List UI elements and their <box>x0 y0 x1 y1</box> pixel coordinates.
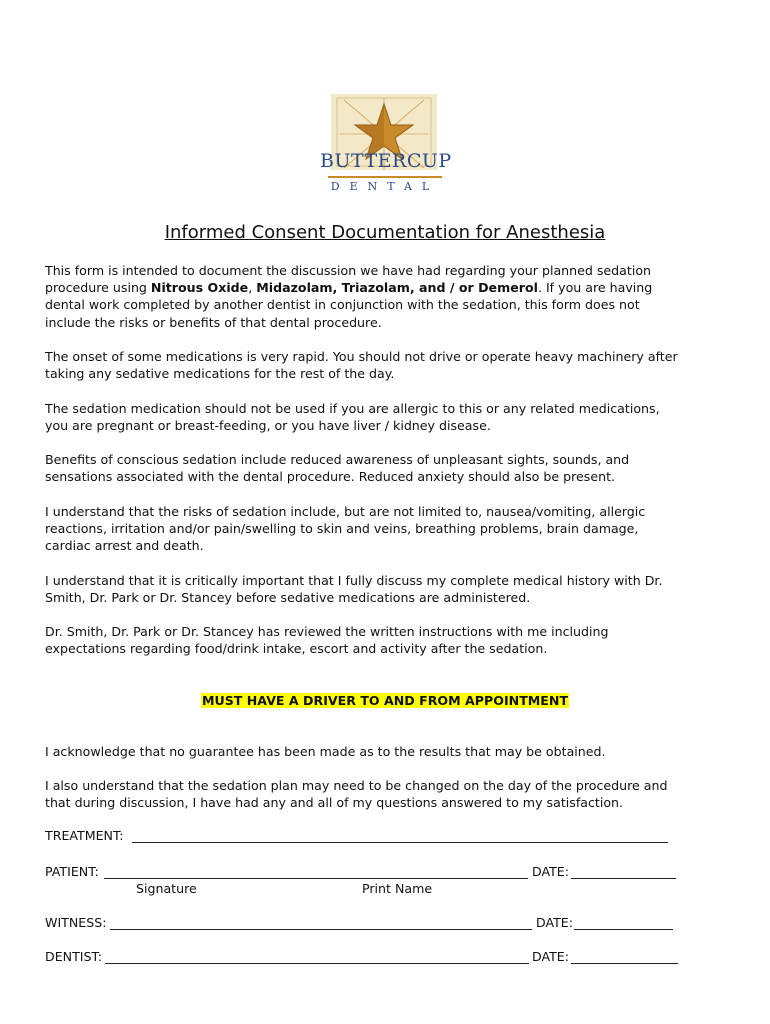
history-paragraph: I understand that it is critically important that I fully discuss my complete medical history with Dr. Smith, Dr. Park or Dr. Stancey before sedative medications are administered. <box>45 573 663 606</box>
guarantee-paragraph: I acknowledge that no guarantee has been made as to the results that may be obtained. <box>45 744 606 759</box>
intro-separator: , <box>248 280 257 296</box>
witness-label: WITNESS: <box>45 915 107 930</box>
risks-paragraph: I understand that the risks of sedation include, but are not limited to, nausea/vomiting, allergic reactions, irritation and/or pain/swelling to skin and veins, breathing problems, brain damage, cardiac arrest and death. <box>45 504 646 554</box>
dentist-line[interactable] <box>105 963 529 964</box>
dentist-date-label: DATE: <box>532 949 570 964</box>
logo-rule <box>328 176 442 178</box>
witness-line[interactable] <box>110 929 532 930</box>
dentist-date-line[interactable] <box>571 963 678 964</box>
driver-notice <box>0 690 770 709</box>
logo-brand-name: BUTTERCUP <box>320 150 452 172</box>
plan-paragraph: I also understand that the sedation plan may need to be changed on the day of the procedure and that during discussion, I have had any and all of my questions answered to my satisfaction. <box>45 778 668 811</box>
patient-date-line[interactable] <box>571 878 676 879</box>
treatment-label: TREATMENT: <box>45 828 124 843</box>
patient-signature-line[interactable] <box>104 878 528 879</box>
buttercup-dental-logo <box>320 94 450 198</box>
onset-paragraph: The onset of some medications is very rapid. You should not drive or operate heavy machinery after taking any sedative medications for the rest of the day. <box>45 349 678 382</box>
witness-date-line[interactable] <box>574 929 673 930</box>
benefits-paragraph: Benefits of conscious sedation include reduced awareness of unpleasant sights, sounds, and sensations associated with the dental procedure. Reduced anxiety should also be present. <box>45 452 630 485</box>
patient-label: PATIENT: <box>45 864 99 879</box>
allergy-paragraph: The sedation medication should not be used if you are allergic to this or any related medications, you are pregnant or breast-feeding, or you have liver / kidney disease. <box>45 401 660 434</box>
intro-paragraph <box>45 262 685 331</box>
intro-drugs-other: Midazolam, Triazolam, and / or Demerol <box>256 280 538 296</box>
print-name-caption: Print Name <box>362 881 433 896</box>
intro-text-1: This form is intended to document the discussion we have had regarding your planned sedation procedure using <box>45 263 652 296</box>
document-title: Informed Consent Documentation for Anesthesia <box>164 222 606 243</box>
patient-date-label: DATE: <box>532 864 570 879</box>
treatment-line[interactable] <box>132 842 668 843</box>
driver-notice-text: MUST HAVE A DRIVER TO AND FROM APPOINTMENT <box>201 693 569 708</box>
instructions-paragraph: Dr. Smith, Dr. Park or Dr. Stancey has reviewed the written instructions with me including expectations regarding food/drink intake, escort and activity after the sedation. <box>45 624 609 657</box>
dentist-label: DENTIST: <box>45 949 103 964</box>
witness-date-label: DATE: <box>536 915 574 930</box>
intro-text-2: . If you are having dental work completed by another dentist in conjunction with the sedation, this form does not include the risks or benefits of that dental procedure. <box>45 280 653 330</box>
logo-brand-sub: DENTAL <box>330 180 440 193</box>
signature-caption: Signature <box>136 881 197 896</box>
intro-drug-nitrous: Nitrous Oxide <box>150 280 249 296</box>
